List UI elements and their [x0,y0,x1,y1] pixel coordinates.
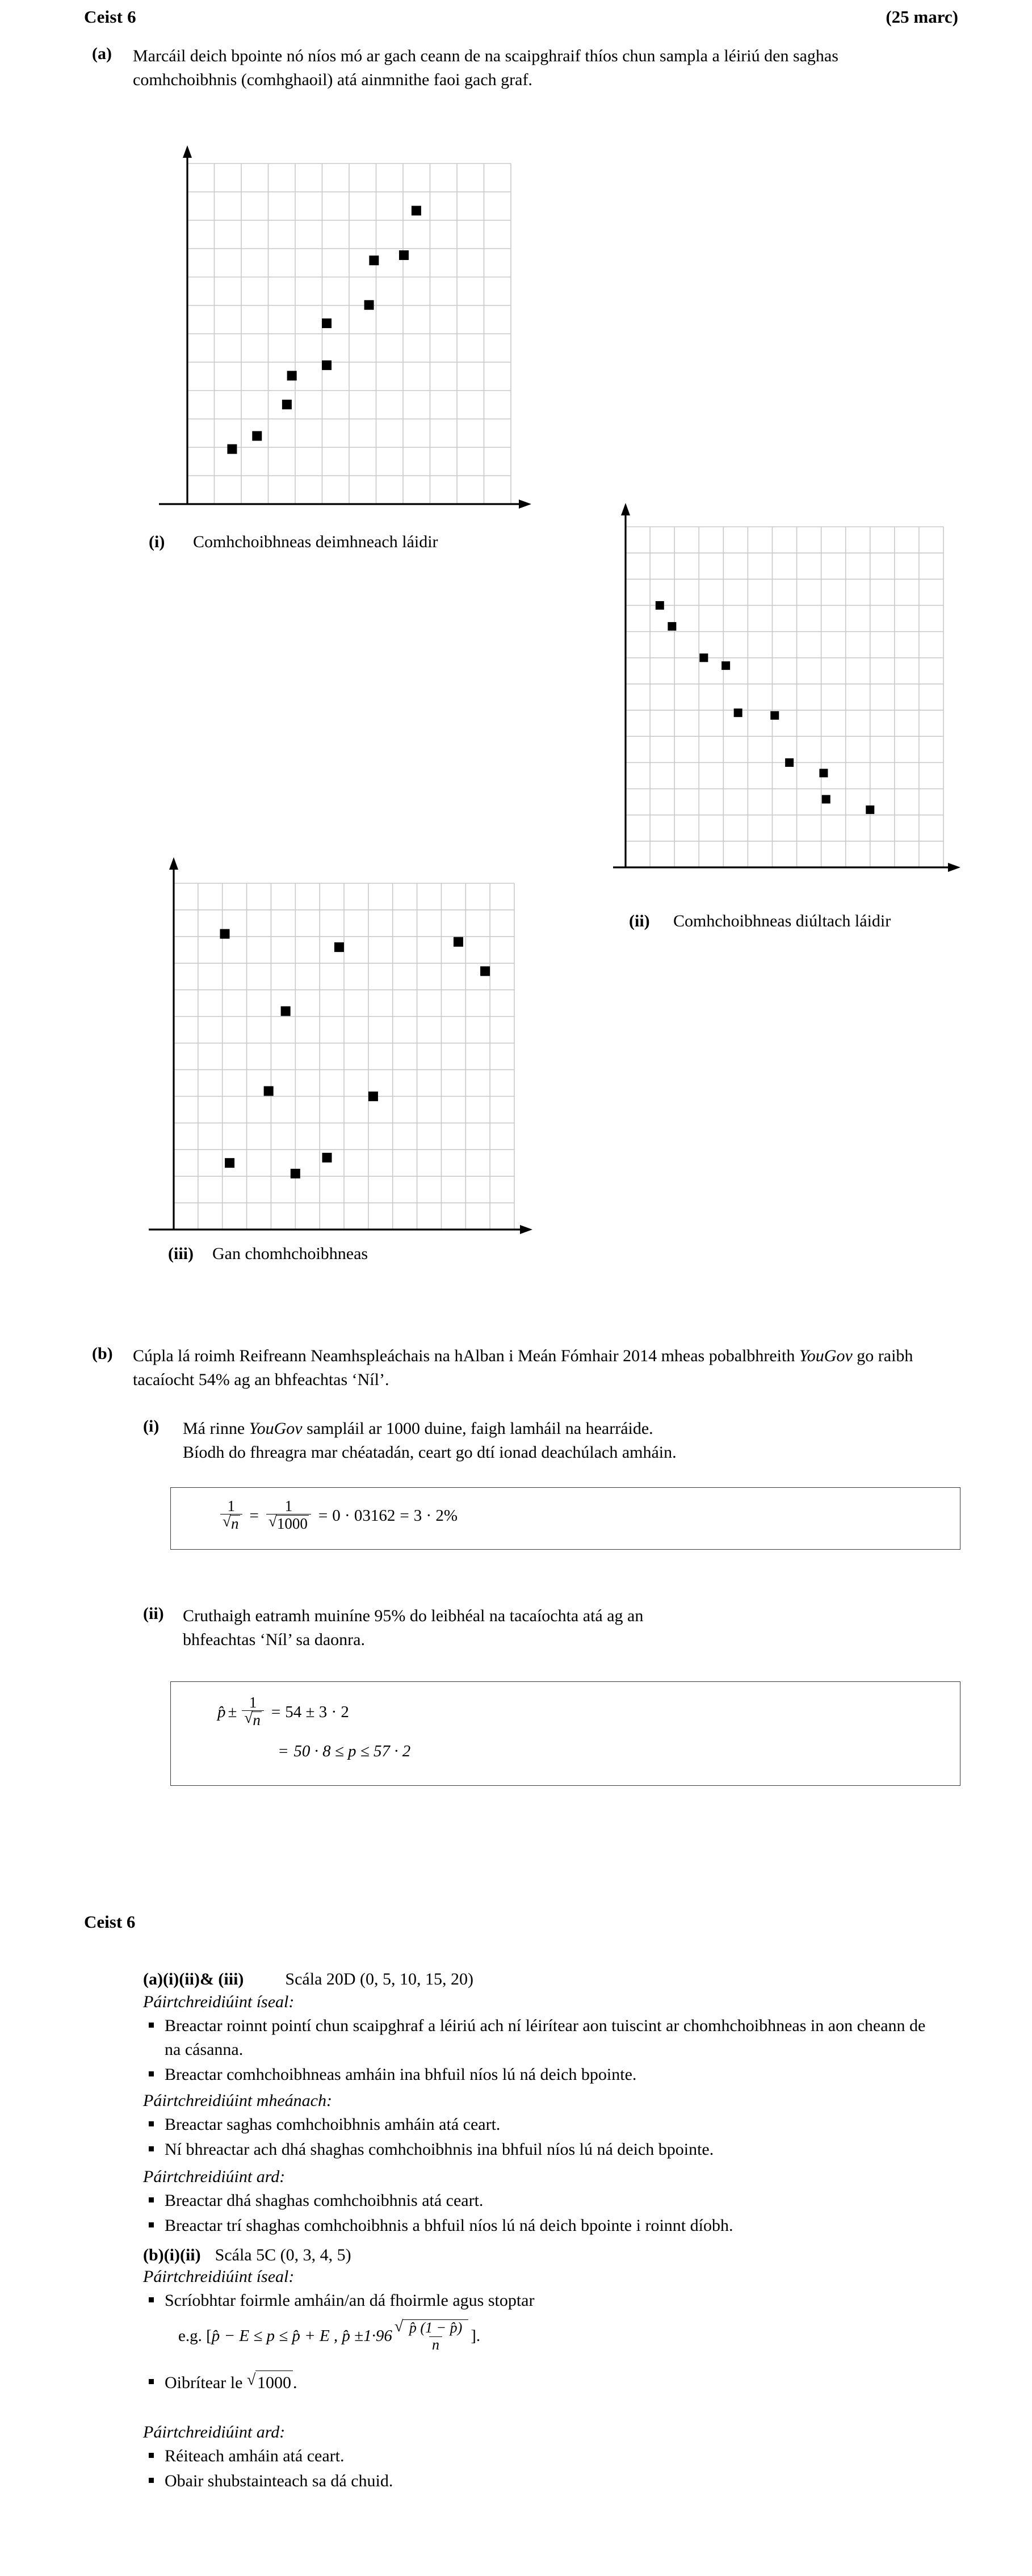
list-item: Breactar saghas comhchoibhnis amháin atá ceart. [143,2113,949,2137]
x-axis-arrow-iii [520,1225,532,1234]
data-point [721,661,730,670]
y-axis-arrow-i [183,145,192,158]
part-b-sub-i-text [183,1417,938,1465]
list-item: Breactar roinnt pointí chun scaipghraf a léiriú ach ní léirítear aon tuiscint ar chomhchoibhneas in aon cheann de na cásanna. [143,2014,932,2062]
caption-text-iii: Gan chomhchoibhneas [212,1244,368,1263]
ms-a-scale: Scála 20D (0, 5, 10, 15, 20) [285,1970,474,1988]
caption-graph-i [149,532,438,552]
part-a-text: Marcáil deich bpointe nó níos mó ar gach ceann de na scaipghraif thíos chun sampla a léiriú den saghas comhchoibhnis (comhghaoil) atá ainmnithe faoi gach graf. [133,47,838,89]
data-point [220,929,230,939]
data-point [322,318,332,328]
data-point [225,1158,234,1168]
caption-graph-ii [629,912,891,931]
data-point [282,400,292,409]
page-title: Ceist 6 [84,7,136,27]
part-b-text-pre: Cúpla lá roimh Reifreann Neamhspleáchais na hAlban i Meán Fómhair 2014 mheas pobalbhreith [133,1346,799,1365]
eg-body: p̂ − E ≤ p ≤ p̂ + E , p̂ ±1·96 [211,2327,392,2346]
data-point [699,653,708,662]
caption-number-ii: (ii) [629,912,650,930]
data-point [770,711,779,720]
list-item: Obair shubstainteach sa dá chuid. [143,2469,881,2493]
caption-number-iii: (iii) [168,1244,194,1263]
y-axis-arrow-iii [169,857,178,870]
radicand-n: n [231,1515,239,1533]
data-point [369,255,379,265]
answer-box-b-ii[interactable] [170,1681,960,1786]
sqrt-1000-icon [247,2371,293,2395]
part-b-text-post: go raibh tacaíocht 54% ag an bhfeachtas ‘Níl’. [133,1346,913,1389]
part-b-sub-ii-text [183,1604,921,1652]
caption-text-ii: Comhchoibhneas diúltach láidir [673,912,891,930]
ms-b-example-formula [178,2319,480,2353]
data-point [454,937,463,947]
caption-text-i: Comhchoibhneas deimhneach láidir [193,532,438,551]
equals-sign-2: = [318,1507,328,1525]
data-point [668,622,676,631]
equals-sign-1: = [249,1507,259,1525]
data-point [322,1153,332,1163]
list-item: Breactar comhchoibhneas amháin ina bhfuil níos lú ná deich bpointe. [143,2063,932,2087]
equals-sign-3: = [400,1507,409,1525]
part-b [92,1344,978,1392]
ms-a-mid-heading: Páirtchreidiúint mheánach: [143,2091,332,2110]
data-point [364,300,374,310]
sub-i-brand-name: YouGov [249,1419,303,1438]
data-point [227,444,237,454]
data-point [264,1086,274,1096]
data-point [322,360,332,370]
margin-error-decimal: 0 · 03162 [332,1507,396,1525]
list-item [143,2371,881,2395]
x-axis-arrow-ii [948,863,960,872]
data-point [368,1092,378,1101]
ms-a-low-list [143,2014,932,2088]
data-point [822,795,830,804]
sub-i-text-line2: Bíodh do fhreagra mar chéatadán, ceart go dtí ionad deachúlach amháin. [183,1443,677,1462]
frac2-denominator [266,1514,311,1532]
ms-a-mid-list [143,2113,949,2163]
formula-b-i [217,1499,458,1533]
data-point [291,1169,300,1178]
sqrt-radicand-fraction [403,2319,468,2353]
data-point [287,371,297,380]
data-point [785,758,794,767]
data-points-i [227,206,421,454]
scatter-graph-ii [613,498,965,873]
equals-sign-5: = [279,1742,288,1760]
ms-a-label: (a)(i)(ii)& (iii) [143,1970,244,1988]
scatter-graph-iii [149,845,540,1242]
list-item: Réiteach amháin atá ceart. [143,2444,881,2468]
part-b-brand-name: YouGov [799,1346,853,1365]
frac3-numerator: 1 [249,1694,257,1711]
ms-a-high-list [143,2189,960,2239]
data-point [412,206,421,216]
item2-post: . [292,2373,297,2392]
x-axis-arrow-i [519,500,531,509]
eg-prefix: e.g. [ [178,2327,212,2346]
grid-lines-ii [626,527,943,867]
formula-b-ii-line2 [279,1742,410,1761]
marking-scheme-a-header [143,1970,473,1989]
marks-allocation: (25 marc) [886,7,958,27]
data-point [734,708,742,717]
ms-b-low-list [143,2289,938,2314]
caption-graph-iii [168,1244,368,1264]
frac-numerator: 1 [227,1497,235,1514]
ms-b-scale: Scála 5C (0, 3, 4, 5) [215,2246,351,2264]
data-point [819,769,828,777]
data-point [399,250,409,260]
scatter-graph-ii-svg [613,498,965,873]
item2-pre: Oibrítear le [165,2373,247,2392]
ci-interval-expression: 50 · 8 ≤ p ≤ 57 · 2 [293,1742,411,1760]
plus-minus-sign: ± [228,1703,237,1722]
data-point [656,601,664,610]
list-item: Breactar dhá shaghas comhchoibhnis atá ceart. [143,2189,960,2213]
ms-b-low-list-2 [143,2371,881,2396]
radicand-n-2: n [253,1711,261,1729]
margin-error-percent: 3 · 2% [413,1507,458,1525]
caption-number-i: (i) [149,532,165,551]
data-points-ii [656,601,874,814]
list-item: Ní bhreactar ach dhá shaghas comhchoibhnis ina bhfuil níos lú ná deich bpointe. [143,2138,949,2162]
ci-midpoint-expression: 54 ± 3 · 2 [285,1703,349,1722]
ms-b-high-list [143,2444,881,2494]
eg-frac-numerator: √ p̂ (1 − p̂) [409,2319,463,2336]
ms-b-high-heading: Páirtchreidiúint ard: [143,2423,286,2441]
radicand-1000: 1000 [276,1515,308,1533]
frac2-numerator: 1 [284,1497,293,1514]
part-b-sub-ii [143,1604,995,1652]
ms-a-low-heading: Páirtchreidiúint íseal: [143,1992,295,2011]
eg-suffix: ]. [471,2327,481,2346]
p-hat-symbol: p̂ [217,1703,226,1722]
frac-denominator [220,1514,242,1532]
part-a [92,44,978,92]
scatter-graph-i-svg [149,141,535,510]
data-points-iii [220,929,490,1178]
sub-ii-line2: bhfeachtas ‘Níl’ sa daonra. [183,1630,365,1649]
part-b-text [133,1344,928,1392]
ms-b-label: (b)(i)(ii) [143,2246,201,2264]
data-point [281,1006,291,1016]
part-a-label: (a) [92,44,112,63]
scatter-graph-iii-svg [149,845,540,1242]
eg-frac-denominator: n [429,2336,442,2353]
answer-box-b-i[interactable] [170,1487,960,1550]
list-item: Breactar trí shaghas comhchoibhnis a bhfuil níos lú ná deich bpointe i roinnt díobh. [143,2214,960,2238]
fraction-one-over-sqrt-1000 [266,1498,311,1532]
part-b-label: (b) [92,1344,113,1363]
list-item: Scríobhtar foirmle amháin/an dá fhoirmle agus stoptar [143,2289,938,2313]
part-b-sub-ii-label: (ii) [143,1604,164,1623]
sub-ii-line1: Cruthaigh eatramh muiníne 95% do leibhéal na tacaíochta atá ag an [183,1606,644,1625]
item2-radicand: 1000 [255,2371,293,2395]
sub-i-text-pre: Má rinne [183,1419,249,1438]
sqrt-p-hat-expression [395,2319,468,2353]
question-header [84,7,958,27]
fraction-one-over-sqrt-n-2 [242,1694,264,1728]
data-point [252,431,262,441]
part-b-sub-i-label: (i) [143,1417,160,1436]
ms-b-low-heading: Páirtchreidiúint íseal: [143,2267,295,2286]
marking-scheme-b-header [143,2246,351,2265]
scatter-graph-i [149,141,535,510]
formula-b-ii-line1 [217,1696,349,1730]
data-point [334,942,344,952]
data-point [866,805,874,814]
data-point [480,966,490,976]
marking-scheme-title: Ceist 6 [84,1912,136,1932]
part-b-sub-i [143,1417,995,1465]
ms-a-high-heading: Páirtchreidiúint ard: [143,2167,286,2186]
sub-i-text-post: sampláil ar 1000 duine, faigh lamháil na hearráide. [302,1419,653,1438]
frac3-denominator [242,1710,264,1728]
equals-sign-4: = [271,1703,281,1722]
y-axis-arrow-ii [621,503,630,515]
fraction-one-over-sqrt-n [220,1498,242,1532]
